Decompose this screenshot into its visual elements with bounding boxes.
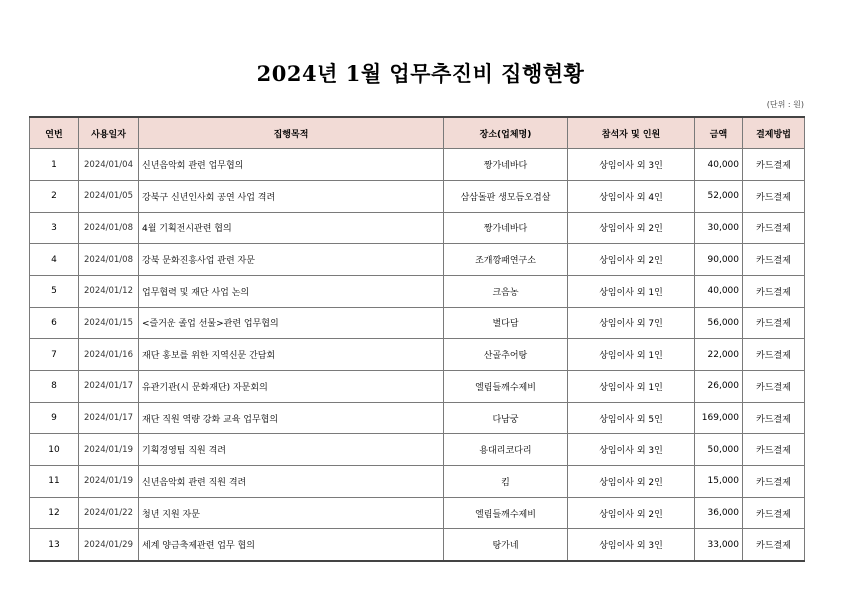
page-title: 2024년 1월 업무추진비 집행현황 — [256, 61, 585, 86]
row-date: 2024/01/19 — [79, 434, 139, 466]
row-amount: 26,000 — [695, 371, 743, 403]
row-purpose: 기획경영팀 직원 격려 — [139, 434, 444, 466]
header-no: 연번 — [30, 117, 79, 149]
row-no: 3 — [30, 212, 79, 244]
row-purpose: 강북구 신년인사회 공연 사업 격려 — [139, 180, 444, 212]
header-purpose: 집행목적 — [139, 117, 444, 149]
row-method: 카드결제 — [743, 434, 805, 466]
table-row — [30, 307, 805, 339]
row-date: 2024/01/16 — [79, 339, 139, 371]
row-no: 11 — [30, 466, 79, 498]
table-row — [30, 434, 805, 466]
row-no: 4 — [30, 244, 79, 276]
row-attendees: 상임이사 외 4인 — [568, 180, 695, 212]
row-date: 2024/01/19 — [79, 466, 139, 498]
row-amount: 40,000 — [695, 149, 743, 181]
row-date: 2024/01/29 — [79, 529, 139, 561]
expense-table — [29, 116, 805, 562]
row-purpose: 강북 문화진흥사업 관련 자문 — [139, 244, 444, 276]
row-method: 카드결제 — [743, 180, 805, 212]
row-method: 카드결제 — [743, 529, 805, 561]
row-attendees: 상임이사 외 7인 — [568, 307, 695, 339]
row-date: 2024/01/17 — [79, 371, 139, 403]
row-place: 조개깡패연구소 — [444, 244, 568, 276]
row-no: 8 — [30, 371, 79, 403]
row-no: 12 — [30, 497, 79, 529]
row-amount: 52,000 — [695, 180, 743, 212]
row-amount: 33,000 — [695, 529, 743, 561]
row-purpose: 업무협력 및 재단 사업 논의 — [139, 275, 444, 307]
header-method: 결제방법 — [743, 117, 805, 149]
row-amount: 90,000 — [695, 244, 743, 276]
table-row — [30, 180, 805, 212]
row-attendees: 상임이사 외 1인 — [568, 371, 695, 403]
row-method: 카드결제 — [743, 244, 805, 276]
row-place: 삼삼돌판 생모듬오겹살 — [444, 180, 568, 212]
row-place: 산골추어탕 — [444, 339, 568, 371]
table-row — [30, 371, 805, 403]
row-purpose: 유관기관(시 문화재단) 자문회의 — [139, 371, 444, 403]
row-method: 카드결제 — [743, 402, 805, 434]
row-amount: 50,000 — [695, 434, 743, 466]
row-attendees: 상임이사 외 3인 — [568, 529, 695, 561]
row-purpose: 재단 홍보를 위한 지역신문 간담회 — [139, 339, 444, 371]
table-row — [30, 529, 805, 561]
row-date: 2024/01/17 — [79, 402, 139, 434]
table-row — [30, 466, 805, 498]
row-purpose: 신년음악회 관련 업무협의 — [139, 149, 444, 181]
row-place: 다남궁 — [444, 402, 568, 434]
row-amount: 169,000 — [695, 402, 743, 434]
row-place: 짱가네바다 — [444, 149, 568, 181]
row-attendees: 상임이사 외 1인 — [568, 339, 695, 371]
row-method: 카드결제 — [743, 275, 805, 307]
row-date: 2024/01/12 — [79, 275, 139, 307]
row-attendees: 상임이사 외 2인 — [568, 212, 695, 244]
row-date: 2024/01/05 — [79, 180, 139, 212]
header-date: 사용일자 — [79, 117, 139, 149]
row-no: 5 — [30, 275, 79, 307]
row-date: 2024/01/08 — [79, 212, 139, 244]
header-place: 장소(업체명) — [444, 117, 568, 149]
row-method: 카드결제 — [743, 307, 805, 339]
row-method: 카드결제 — [743, 149, 805, 181]
row-purpose: 세계 양금축제관련 업무 협의 — [139, 529, 444, 561]
row-no: 13 — [30, 529, 79, 561]
row-method: 카드결제 — [743, 339, 805, 371]
table-row — [30, 339, 805, 371]
row-attendees: 상임이사 외 2인 — [568, 466, 695, 498]
row-place: 엘림들깨수제비 — [444, 371, 568, 403]
row-amount: 30,000 — [695, 212, 743, 244]
row-no: 9 — [30, 402, 79, 434]
row-date: 2024/01/04 — [79, 149, 139, 181]
row-amount: 40,000 — [695, 275, 743, 307]
row-place: 별다담 — [444, 307, 568, 339]
header-attendees: 참석자 및 인원 — [568, 117, 695, 149]
row-method: 카드결제 — [743, 497, 805, 529]
row-no: 6 — [30, 307, 79, 339]
row-purpose: <즐거운 졸업 선물>관련 업무협의 — [139, 307, 444, 339]
table-row — [30, 275, 805, 307]
row-place: 탕가네 — [444, 529, 568, 561]
row-amount: 36,000 — [695, 497, 743, 529]
row-purpose: 신년음악회 관련 직원 격려 — [139, 466, 444, 498]
row-date: 2024/01/15 — [79, 307, 139, 339]
header-row — [30, 117, 805, 149]
row-attendees: 상임이사 외 3인 — [568, 434, 695, 466]
row-attendees: 상임이사 외 3인 — [568, 149, 695, 181]
row-purpose: 청년 지원 자문 — [139, 497, 444, 529]
row-purpose: 재단 직원 역량 강화 교육 업무협의 — [139, 402, 444, 434]
row-method: 카드결제 — [743, 212, 805, 244]
table-row — [30, 497, 805, 529]
row-purpose: 4월 기획전시관련 협의 — [139, 212, 444, 244]
row-place: 킴 — [444, 466, 568, 498]
row-method: 카드결제 — [743, 371, 805, 403]
table-row — [30, 212, 805, 244]
row-date: 2024/01/08 — [79, 244, 139, 276]
row-place: 용대리코다리 — [444, 434, 568, 466]
row-method: 카드결제 — [743, 466, 805, 498]
row-attendees: 상임이사 외 2인 — [568, 497, 695, 529]
table-row — [30, 244, 805, 276]
row-amount: 15,000 — [695, 466, 743, 498]
row-attendees: 상임이사 외 1인 — [568, 275, 695, 307]
row-no: 10 — [30, 434, 79, 466]
row-place: 엘림들깨수제비 — [444, 497, 568, 529]
row-no: 7 — [30, 339, 79, 371]
unit-label: (단위 : 원) — [766, 100, 804, 109]
row-attendees: 상임이사 외 5인 — [568, 402, 695, 434]
row-no: 2 — [30, 180, 79, 212]
header-amount: 금액 — [695, 117, 743, 149]
row-date: 2024/01/22 — [79, 497, 139, 529]
row-attendees: 상임이사 외 2인 — [568, 244, 695, 276]
row-place: 짱가네바다 — [444, 212, 568, 244]
table-row — [30, 402, 805, 434]
row-no: 1 — [30, 149, 79, 181]
table-row — [30, 149, 805, 181]
row-amount: 56,000 — [695, 307, 743, 339]
row-amount: 22,000 — [695, 339, 743, 371]
row-place: 크음농 — [444, 275, 568, 307]
